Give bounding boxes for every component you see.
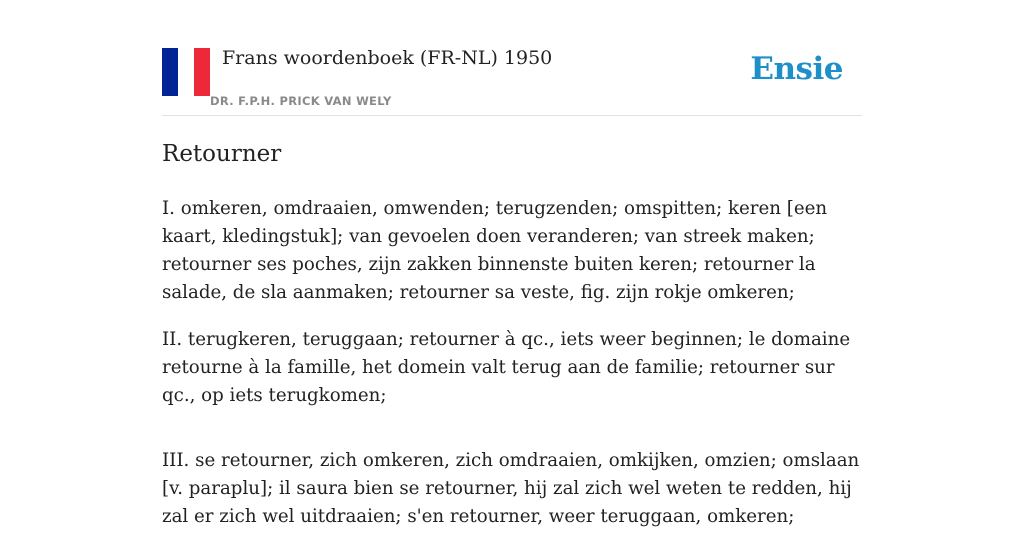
dictionary-title[interactable]: Frans woordenboek (FR-NL) 1950: [222, 47, 553, 69]
dictionary-header: [162, 40, 862, 116]
flag-stripe-blue: [162, 48, 178, 96]
entry-content: [162, 138, 862, 550]
entry-word: Retourner: [162, 141, 282, 167]
flag-stripe-white: [178, 48, 194, 96]
ensie-logo[interactable]: Ensie: [750, 51, 843, 87]
french-flag-icon: [162, 48, 210, 96]
entry-sense: I. omkeren, omdraaien, omwenden; terugzenden; omspitten; keren [een kaart, kledingstuk]; van gevoelen doen veranderen; van streek maken; retourner ses poches, zijn zakken binnenste buiten keren; retourner la salade, de sla aanmaken; retourner sa veste, fig. zijn rokje omkeren;: [162, 198, 828, 303]
dictionary-author: DR. F.P.H. PRICK VAN WELY: [210, 94, 392, 108]
entry-sense: II. terugkeren, teruggaan; retourner à qc., iets weer beginnen; le domaine retourne à la famille, het domein valt terug aan de familie; retourner sur qc., op iets terugkomen;: [162, 329, 851, 406]
entry-sense: III. se retourner, zich omkeren, zich omdraaien, omkijken, omzien; omslaan [v. paraplu]; il saura bien se retourner, hij zal zich wel weten te redden, hij zal er zich wel uitdraaien; s'en retourner, weer teruggaan, omkeren;: [162, 450, 860, 527]
flag-stripe-red: [194, 48, 210, 96]
